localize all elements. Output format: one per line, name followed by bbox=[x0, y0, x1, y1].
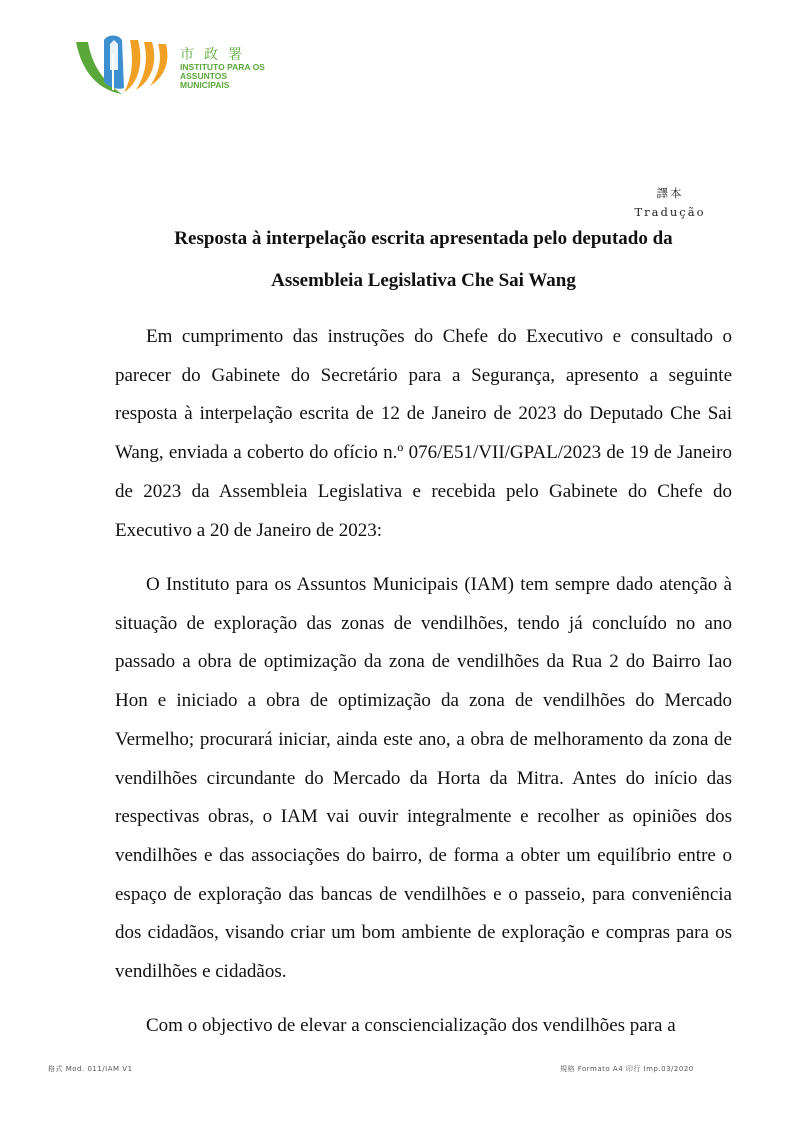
body-paragraph-1: Em cumprimento das instruções do Chefe do Executivo e consultado o parecer do Gabinete do Secretário para a Segurança, apresento a seguinte resposta à interpelação escrita de 12 de Janeiro de 2023 do Deputado Che Sai Wang, enviada a coberto do ofício n.º 076/E51/VII/GPAL/2023 de 19 de Janeiro de 2023 da Assembleia Legislativa e recebida pelo Gabinete do Chefe do Executivo a 20 de Janeiro de 2023: bbox=[115, 326, 732, 541]
footer-form-code: 格式 Mod. 011/IAM V1 bbox=[48, 1065, 133, 1073]
iam-logo bbox=[74, 30, 274, 96]
translation-mark-chinese: 譯本 bbox=[656, 186, 684, 200]
document-title-line1: Resposta à interpelação escrita apresentada pelo deputado da bbox=[174, 228, 673, 249]
body-paragraph-2: O Instituto para os Assuntos Municipais (IAM) tem sempre dado atenção à situação de exploração das zonas de vendilhões, tendo já concluído no ano passado a obra de optimização da zona de vendilhões da Rua 2 do Bairro Iao Hon e iniciado a obra de optimização da zona de vendilhões do Mercado Vermelho; procurará iniciar, ainda este ano, a obra de melhoramento da zona de vendilhões circundante do Mercado da Horta da Mitra. Antes do início das respectivas obras, o IAM vai ouvir integralmente e recolher as opiniões dos vendilhões e das associações do bairro, de forma a obter um equilíbrio entre o espaço de exploração das bancas de vendilhões e o passeio, para conveniência dos cidadãos, visando criar um bom ambiente de exploração e compras para os vendilhões e cidadãos. bbox=[115, 574, 732, 983]
logo-name-line1: INSTITUTO PARA OS bbox=[180, 62, 265, 72]
logo-name-chinese: 市政署 bbox=[180, 47, 252, 63]
logo-name-portuguese bbox=[180, 63, 274, 90]
document-title-line2: Assembleia Legislativa Che Sai Wang bbox=[271, 270, 576, 291]
body-paragraph-3: Com o objectivo de elevar a consciencialização dos vendilhões para a bbox=[146, 1015, 676, 1036]
translation-mark-portuguese: Tradução bbox=[634, 205, 706, 219]
logo-name-line2: ASSUNTOS MUNICIPAIS bbox=[180, 71, 230, 90]
iam-emblem-icon bbox=[74, 30, 179, 96]
footer-format-info: 規格 Formato A4 印行 Imp.03/2020 bbox=[560, 1065, 694, 1073]
translation-mark bbox=[630, 184, 710, 222]
